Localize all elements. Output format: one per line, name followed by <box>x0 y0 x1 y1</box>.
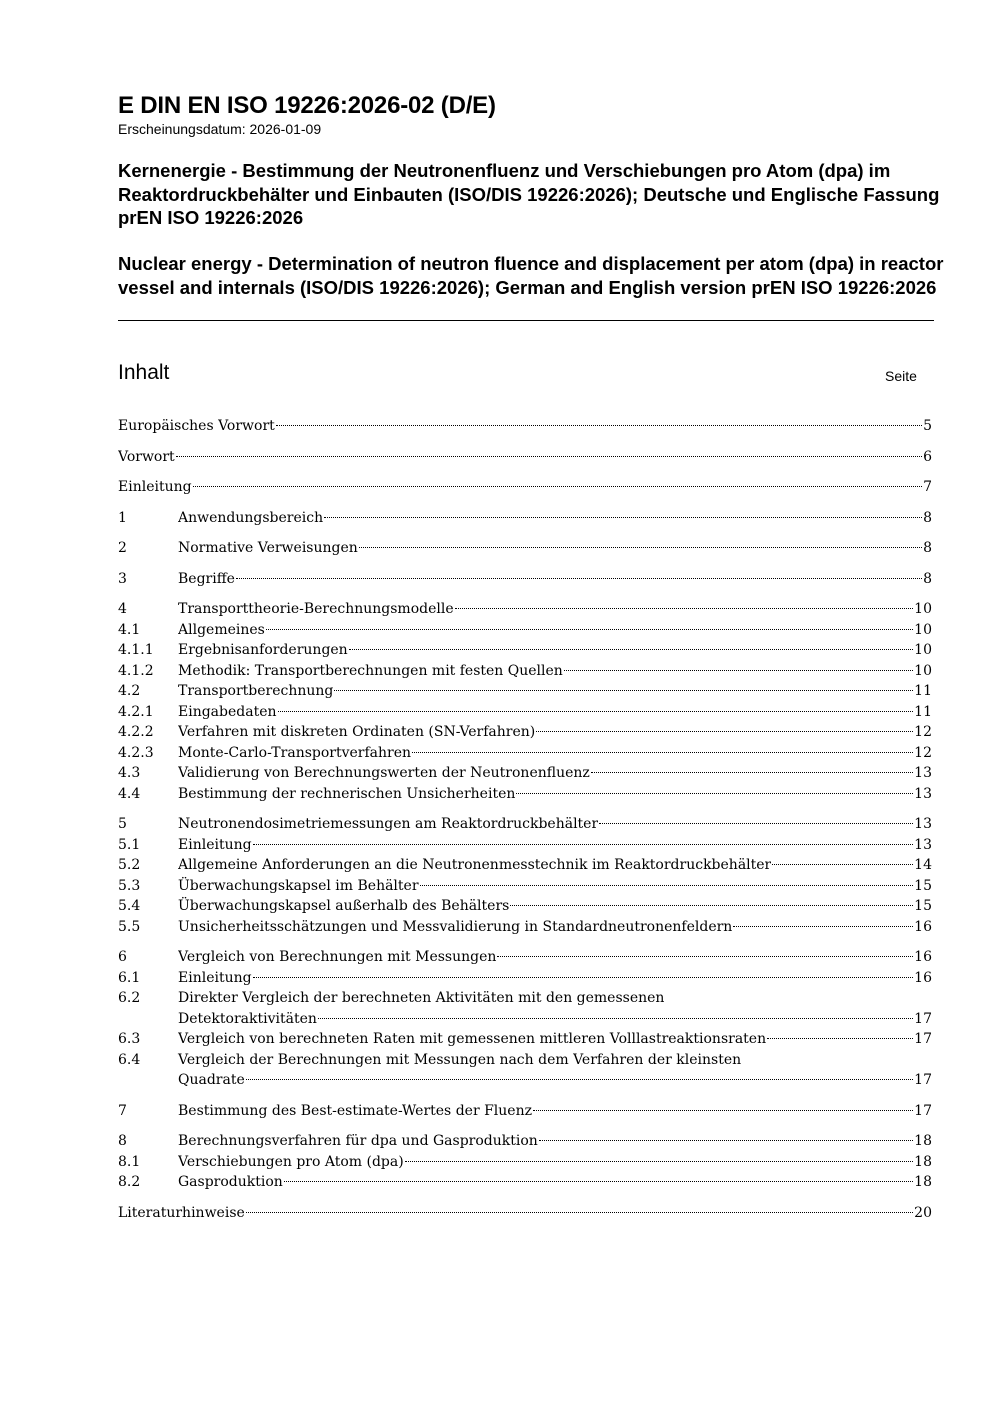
toc-leader-dots <box>564 670 913 671</box>
toc-entry[interactable] <box>118 477 932 498</box>
toc-entry-title: Vergleich von berechneten Raten mit gemessenen mittleren Volllastreaktionsraten <box>178 1031 767 1047</box>
toc-leader-dots <box>536 731 913 732</box>
toc-leader-dots <box>318 1018 913 1019</box>
toc-entry-number: 4.2.3 <box>118 744 154 761</box>
toc-entry-number: 5.4 <box>118 898 141 914</box>
toc-leader-dots <box>276 425 922 426</box>
toc-entry-title: Unsicherheitsschätzungen und Messvalidierung in Standardneutronenfeldern <box>178 918 733 935</box>
toc-entry-page: 7 <box>923 479 932 495</box>
title-english: Nuclear energy - Determination of neutron fluence and displacement per atom (dpa) in reactor vessel and internals (ISO/DIS 19226:2026); German and English version prEN ISO 19226:2026 <box>118 253 944 298</box>
toc-entry-title: Bestimmung der rechnerischen Unsicherheiten <box>178 785 516 802</box>
toc-entry-page: 10 <box>914 642 932 658</box>
toc-entry-number: 4.4 <box>118 785 141 802</box>
toc-entry-title: Verschiebungen pro Atom (dpa) <box>178 1153 404 1170</box>
toc-leader-dots <box>510 905 913 906</box>
toc-leader-dots <box>176 456 922 457</box>
toc-leader-dots <box>253 844 914 845</box>
toc-entry-page: 12 <box>914 744 932 761</box>
toc-entry[interactable] <box>118 814 932 835</box>
toc-entry[interactable] <box>118 1131 932 1152</box>
toc-entry[interactable] <box>118 569 932 590</box>
toc-entry-title: Neutronendosimetriemessungen am Reaktordruckbehälter <box>178 816 599 832</box>
toc-entry-title: Literaturhinweise <box>118 1204 245 1221</box>
toc-leader-dots <box>539 1140 913 1141</box>
toc-entry-title: Normative Verweisungen <box>178 540 358 556</box>
toc-leader-dots <box>246 1212 913 1213</box>
toc-entry-number: 1 <box>118 509 127 526</box>
toc-leader-dots <box>420 885 914 886</box>
toc-entry-page: 10 <box>914 601 932 617</box>
toc-entry-title: Monte-Carlo-Transportverfahren <box>178 744 412 761</box>
toc-entry[interactable] <box>118 1029 932 1050</box>
toc-entry-title: Anwendungsbereich <box>178 509 324 526</box>
toc-entry-page: 14 <box>914 857 932 873</box>
toc-leader-dots <box>455 608 914 609</box>
toc-entry-title: Transporttheorie-Berechnungsmodelle <box>178 601 454 617</box>
toc-entry[interactable] <box>118 1203 932 1224</box>
toc-entry-number: 8 <box>118 1133 127 1149</box>
toc-leader-dots <box>772 864 913 865</box>
toc-entry-number: 5.3 <box>118 877 141 894</box>
toc-entry-page: 13 <box>914 816 932 832</box>
toc-entry-title: Methodik: Transportberechnungen mit festen Quellen <box>178 662 563 679</box>
toc-leader-dots <box>405 1161 913 1162</box>
toc-entry-number: 8.1 <box>118 1153 141 1170</box>
toc-entry-number: 6.4 <box>118 1051 141 1068</box>
toc-entry[interactable] <box>118 947 932 968</box>
toc-entry-title: Eingabedaten <box>178 703 277 720</box>
toc-entry[interactable] <box>118 1152 932 1173</box>
toc-entry-page: 8 <box>923 570 932 587</box>
toc-entry-title: Berechnungsverfahren für dpa und Gasproduktion <box>178 1133 538 1149</box>
toc-leader-dots <box>497 956 913 957</box>
toc-leader-dots <box>591 772 913 773</box>
toc-leader-dots <box>246 1079 913 1080</box>
toc-entry-page: 12 <box>914 724 932 740</box>
toc-entry-number: 3 <box>118 570 127 587</box>
toc-entry[interactable] <box>118 538 932 559</box>
toc-heading: Inhalt <box>118 361 170 384</box>
toc-entry-page: 5 <box>923 418 932 434</box>
title-german: Kernenergie - Bestimmung der Neutronenfluenz und Verschiebungen pro Atom (dpa) im Reaktordruckbehälter und Einbauten (ISO/DIS 19226:2026); Deutsche und Englische Fassung prEN ISO 19226:2026 <box>118 160 940 228</box>
toc-entry[interactable] <box>118 599 932 620</box>
toc-entry-title: Bestimmung des Best-estimate-Wertes der Fluenz <box>178 1102 532 1119</box>
toc-entry-page: 16 <box>914 918 932 935</box>
toc-entry-page: 16 <box>914 969 932 986</box>
toc-entry[interactable] <box>118 784 932 805</box>
document-id: E DIN EN ISO 19226:2026-02 (D/E) <box>118 92 496 119</box>
toc-entry-title: Vorwort <box>118 448 175 465</box>
toc-entry[interactable] <box>118 1050 932 1091</box>
toc-entry-number: 7 <box>118 1102 127 1119</box>
toc-entry-page: 10 <box>914 621 932 638</box>
toc-entry-number: 4.1.1 <box>118 642 154 658</box>
toc-entry-title: Einleitung <box>178 836 252 853</box>
toc-entry-page: 17 <box>914 1010 932 1027</box>
toc-entry-page: 18 <box>914 1133 932 1149</box>
toc-entry-page: 15 <box>914 877 932 894</box>
toc-leader-dots <box>733 926 913 927</box>
toc-leader-dots <box>412 752 913 753</box>
toc-entry-page: 6 <box>923 448 932 465</box>
toc-entry-title: Überwachungskapsel außerhalb des Behälters <box>178 898 510 914</box>
toc-leader-dots <box>236 578 922 579</box>
toc-entry-title: Vergleich der Berechnungen mit Messungen nach dem Verfahren der kleinsten <box>178 1051 742 1068</box>
toc-leader-dots <box>278 711 914 712</box>
toc-entry-number: 6.2 <box>118 990 141 1006</box>
toc-entry-page: 13 <box>914 836 932 853</box>
toc-entry-number: 4.1.2 <box>118 662 154 679</box>
toc-entry-title: Überwachungskapsel im Behälter <box>178 877 419 894</box>
toc-leader-dots <box>533 1110 913 1111</box>
toc-entry-page: 13 <box>914 765 932 781</box>
toc-entry-title: Einleitung <box>178 969 252 986</box>
toc-entry[interactable] <box>118 743 932 764</box>
toc-entry-title: Validierung von Berechnungswerten der Neutronenfluenz <box>178 765 590 781</box>
toc-entry-page: 8 <box>923 540 932 556</box>
toc-entry-title: Direkter Vergleich der berechneten Aktivitäten mit den gemessenen <box>178 990 665 1006</box>
toc-entry-number: 5 <box>118 816 127 832</box>
toc-entry[interactable] <box>118 681 932 702</box>
toc-entry-number: 6.3 <box>118 1031 141 1047</box>
toc-entry[interactable] <box>118 763 932 784</box>
toc-entry-title-continued: Quadrate <box>178 1072 245 1088</box>
toc-entry-page: 17 <box>914 1102 932 1119</box>
toc-entry[interactable] <box>118 722 932 743</box>
toc-entry-number: 2 <box>118 540 127 556</box>
toc-entry-title: Einleitung <box>118 479 192 495</box>
toc-leader-dots <box>334 690 913 691</box>
toc-entry[interactable] <box>118 640 932 661</box>
toc-entry[interactable] <box>118 1101 932 1122</box>
toc-entry-number: 4.2 <box>118 683 141 699</box>
toc-entry-number: 5.1 <box>118 836 141 853</box>
toc-entry-title: Gasproduktion <box>178 1174 283 1190</box>
title-divider <box>118 320 934 321</box>
toc-entry-page: 13 <box>914 785 932 802</box>
toc-entry[interactable] <box>118 416 932 437</box>
toc-entry[interactable] <box>118 1172 932 1193</box>
toc-entry-title: Allgemeine Anforderungen an die Neutronenmesstechnik im Reaktordruckbehälter <box>178 857 772 873</box>
toc-entry-page: 18 <box>914 1174 932 1190</box>
table-of-contents <box>118 416 932 1223</box>
toc-entry-page: 16 <box>914 949 932 965</box>
toc-entry-number: 4.2.1 <box>118 703 154 720</box>
toc-entry-title: Vergleich von Berechnungen mit Messungen <box>178 949 497 965</box>
toc-entry-page: 8 <box>923 509 932 526</box>
toc-entry-title: Transportberechnung <box>178 683 334 699</box>
toc-entry[interactable] <box>118 661 932 682</box>
toc-entry-page: 11 <box>914 703 932 720</box>
toc-entry-number: 4 <box>118 601 127 617</box>
toc-entry[interactable] <box>118 508 932 529</box>
toc-leader-dots <box>516 793 913 794</box>
toc-entry-number: 6.1 <box>118 969 141 986</box>
toc-entry-number: 8.2 <box>118 1174 141 1190</box>
toc-page-label: Seite <box>885 368 917 384</box>
toc-entry[interactable] <box>118 917 932 938</box>
toc-entry-page: 15 <box>914 898 932 914</box>
toc-leader-dots <box>253 977 914 978</box>
toc-leader-dots <box>767 1038 913 1039</box>
toc-entry-title: Europäisches Vorwort <box>118 418 275 434</box>
toc-entry-title: Verfahren mit diskreten Ordinaten (SN-Verfahren) <box>178 724 536 740</box>
toc-entry-number: 4.2.2 <box>118 724 154 740</box>
toc-entry-page: 17 <box>914 1031 932 1047</box>
toc-entry[interactable] <box>118 855 932 876</box>
toc-entry-page: 11 <box>914 683 932 699</box>
toc-entry-number: 4.1 <box>118 621 141 638</box>
toc-leader-dots <box>324 517 922 518</box>
toc-leader-dots <box>284 1181 913 1182</box>
toc-entry[interactable] <box>118 620 932 641</box>
toc-entry[interactable] <box>118 896 932 917</box>
toc-entry[interactable] <box>118 702 932 723</box>
toc-entry-title: Allgemeines <box>178 621 265 638</box>
toc-entry[interactable] <box>118 447 932 468</box>
toc-entry-title: Ergebnisanforderungen <box>178 642 348 658</box>
toc-entry-number: 6 <box>118 949 127 965</box>
toc-entry-page: 10 <box>914 662 932 679</box>
toc-entry[interactable] <box>118 988 932 1029</box>
toc-leader-dots <box>193 486 923 487</box>
toc-entry[interactable] <box>118 835 932 856</box>
toc-entry[interactable] <box>118 876 932 897</box>
toc-leader-dots <box>599 823 913 824</box>
toc-entry-number: 5.5 <box>118 918 141 935</box>
toc-entry-title-continued: Detektoraktivitäten <box>178 1010 317 1027</box>
toc-entry[interactable] <box>118 968 932 989</box>
toc-leader-dots <box>266 629 913 630</box>
toc-entry-page: 18 <box>914 1153 932 1170</box>
publication-date: Erscheinungsdatum: 2026-01-09 <box>118 121 322 137</box>
toc-entry-page: 17 <box>914 1072 932 1088</box>
toc-entry-number: 4.3 <box>118 765 141 781</box>
toc-leader-dots <box>359 547 922 548</box>
toc-entry-page: 20 <box>914 1204 932 1221</box>
toc-entry-number: 5.2 <box>118 857 141 873</box>
toc-entry-title: Begriffe <box>178 570 235 587</box>
toc-leader-dots <box>349 649 913 650</box>
